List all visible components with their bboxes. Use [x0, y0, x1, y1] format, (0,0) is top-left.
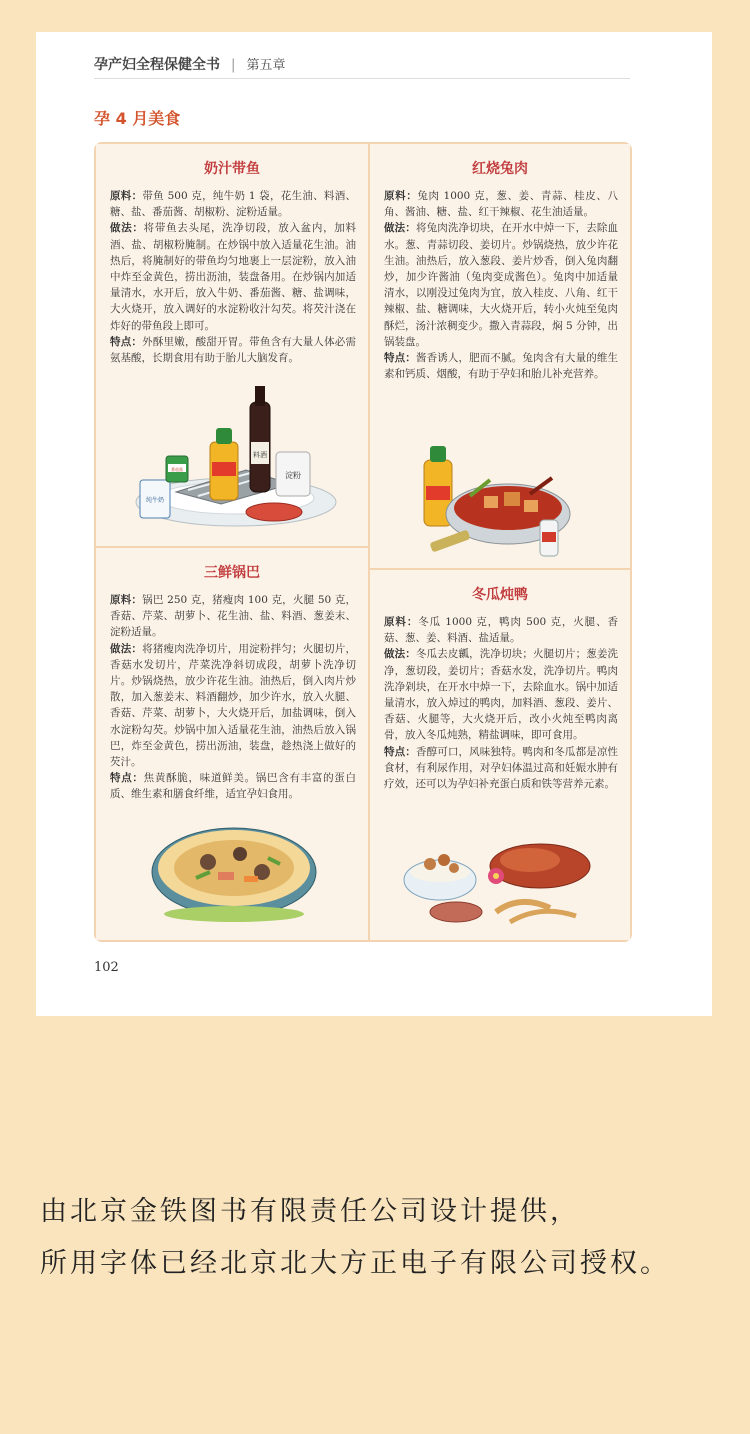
page-number: 102	[94, 960, 119, 975]
method-text: 将带鱼去头尾，洗净切段，放入盆内，加料酒、盐、胡椒粉腌制。在炒锅中放入适量花生油。油热后，将腌制好的带鱼均匀地裹上一层淀粉，放入油中炸至金黄色，捞出沥油，装盘备用。在炒锅内加适量清水，水开后，放入牛奶、番茄酱、糖、盐调味，大火烧开，放入调好的水淀粉收汁勾芡。将芡汁浇在炸好的带鱼段上即可。	[110, 222, 357, 332]
feature-label: 特点：	[110, 772, 144, 785]
copyright-footer	[40, 1186, 720, 1290]
method-text: 将兔肉洗净切块，在开水中焯一下，去除血水。葱、青蒜切段、姜切片。炒锅烧热，放少许花生油。油热后，放入葱段、姜片炒香，倒入兔肉翻炒，加少许酱油（兔肉变成酱色）。兔肉中加适量清水，以刚没过兔肉为宜，放入桂皮、八角、红干辣椒、盐、糖调味，大火烧开后，转小火炖至兔肉酥烂，汤汁浓稠变少。撒入青蒜段，焖 5 分钟，出锅装盘。	[384, 222, 619, 348]
recipe-grid	[94, 142, 632, 942]
method-label: 做法：	[384, 648, 416, 661]
recipe-feature	[110, 770, 356, 802]
ingredients-text: 兔肉 1000 克，葱、姜、青蒜、桂皮、八角、酱油、糖、盐、红干辣椒、花生油适量。	[384, 190, 619, 219]
method-label: 做法：	[384, 222, 416, 235]
feature-text: 酱香诱人，肥而不腻。兔肉含有大量的维生素和钙质、烟酸，有助于孕妇和胎儿补充营养。	[384, 352, 619, 381]
feature-label: 特点：	[384, 745, 416, 758]
recipe-feature	[110, 334, 356, 366]
recipe-body	[384, 188, 618, 382]
feature-text: 外酥里嫩，酸甜开胃。带鱼含有大量人体必需氨基酸，长期食用有助于胎儿大脑发育。	[110, 335, 357, 365]
recipe-feature	[384, 350, 618, 382]
book-title: 孕产妇全程保健全书	[94, 57, 220, 73]
duck-stew-illustration	[400, 832, 600, 932]
feature-label: 特点：	[384, 352, 416, 365]
recipe-body	[110, 592, 356, 803]
method-label: 做法：	[110, 222, 144, 235]
ingredients-text: 锅巴 250 克，猪瘦肉 100 克，火腿 50 克，香菇、芹菜、胡萝卜、花生油、盐、料酒、葱姜末、淀粉适量。	[110, 594, 357, 639]
recipe-title: 三鲜锅巴	[204, 565, 260, 581]
method-text: 冬瓜去皮瓤，洗净切块；火腿切片；葱姜洗净，葱切段，姜切片；香菇水发，洗净切片。鸭肉洗净剁块，在开水中焯一下，去除血水。锅中加适量清水，放入焯过的鸭肉，加料酒、葱段、姜片、香菇、火腿等，大火烧开后，改小火炖至鸭肉离骨，放入冬瓜炖熟，精盐调味，即可食用。	[384, 648, 619, 742]
feature-text: 焦黄酥脆，味道鲜美。锅巴含有丰富的蛋白质、维生素和膳食纤维，适宜孕妇食用。	[110, 772, 357, 801]
recipe-title: 奶汁带鱼	[204, 161, 260, 177]
recipe-method	[110, 220, 356, 333]
recipe-body	[384, 614, 618, 792]
recipe-card-three-fresh-crispy-rice	[96, 548, 370, 940]
method-label: 做法：	[110, 642, 143, 655]
recipe-method	[384, 220, 618, 350]
ingredients-text: 带鱼 500 克，纯牛奶 1 袋，花生油、料酒、糖、盐、番茄酱、胡椒粉、淀粉适量。	[110, 190, 357, 219]
recipe-title: 冬瓜炖鸭	[472, 587, 528, 603]
recipe-ingredients	[110, 592, 356, 641]
crispy-rice-illustration	[148, 814, 320, 926]
recipe-ingredients	[384, 188, 618, 220]
ingredients-label: 原料：	[384, 190, 418, 202]
footer-line-2: 所用字体已经北京北大方正电子有限公司授权。	[40, 1248, 670, 1279]
starch-bag-label: 淀粉	[285, 471, 301, 480]
ingredients-text: 冬瓜 1000 克，鸭肉 500 克，火腿、香菇、葱、姜、料酒、盐适量。	[384, 616, 618, 645]
chapter-label: 第五章	[246, 58, 286, 73]
ingredients-label: 原料：	[384, 616, 419, 628]
recipe-method	[384, 646, 618, 743]
section-title: 孕 4 月美食	[94, 109, 181, 128]
feature-label: 特点：	[110, 335, 143, 348]
recipe-feature	[384, 744, 618, 793]
footer-line-1: 由北京金铁图书有限责任公司设计提供，	[40, 1196, 580, 1227]
running-head	[94, 54, 630, 79]
method-text: 将猪瘦肉洗净切片，用淀粉拌匀；火腿切片，香菇水发切片，芹菜洗净斜切成段，胡萝卜洗净切片。炒锅烧热，放少许花生油。油热后，倒入肉片炒散，加入葱姜末、料酒翻炒，加少许水，放入火腿、香菇、芹菜、胡萝卜，大火烧开后，加盐调味，倒入水淀粉勾芡。炒锅中加入适量花生油，油热后放入锅巴，炸至金黄色，捞出沥油，装盘，趁热浇上做好的芡汁。	[110, 642, 357, 769]
recipe-method	[110, 641, 356, 771]
ingredients-label: 原料：	[110, 190, 143, 202]
recipe-ingredients	[384, 614, 618, 646]
recipe-ingredients	[110, 188, 356, 220]
hairtail-dish-illustration	[126, 372, 346, 532]
book-page	[36, 32, 712, 1016]
braised-rabbit-illustration	[420, 440, 580, 564]
feature-text: 香醇可口，风味独特。鸭肉和冬瓜都是凉性食材，有利尿作用，对孕妇体温过高和妊娠水肿有疗效，还可以为孕妇补充蛋白质和铁等营养元素。	[384, 745, 619, 791]
recipe-body	[110, 188, 356, 366]
milk-pack-label: 纯牛奶	[145, 497, 165, 504]
recipe-card-winter-melon-duck	[370, 570, 630, 940]
recipe-card-braised-rabbit	[370, 144, 630, 570]
wine-bottle-label: 料酒	[253, 451, 267, 459]
ingredients-label: 原料：	[110, 594, 143, 606]
header-separator: |	[230, 57, 236, 73]
recipe-title: 红烧兔肉	[472, 161, 528, 177]
recipe-card-milk-hairtail	[96, 144, 370, 548]
ketchup-jar-label: 番茄酱	[171, 467, 183, 472]
